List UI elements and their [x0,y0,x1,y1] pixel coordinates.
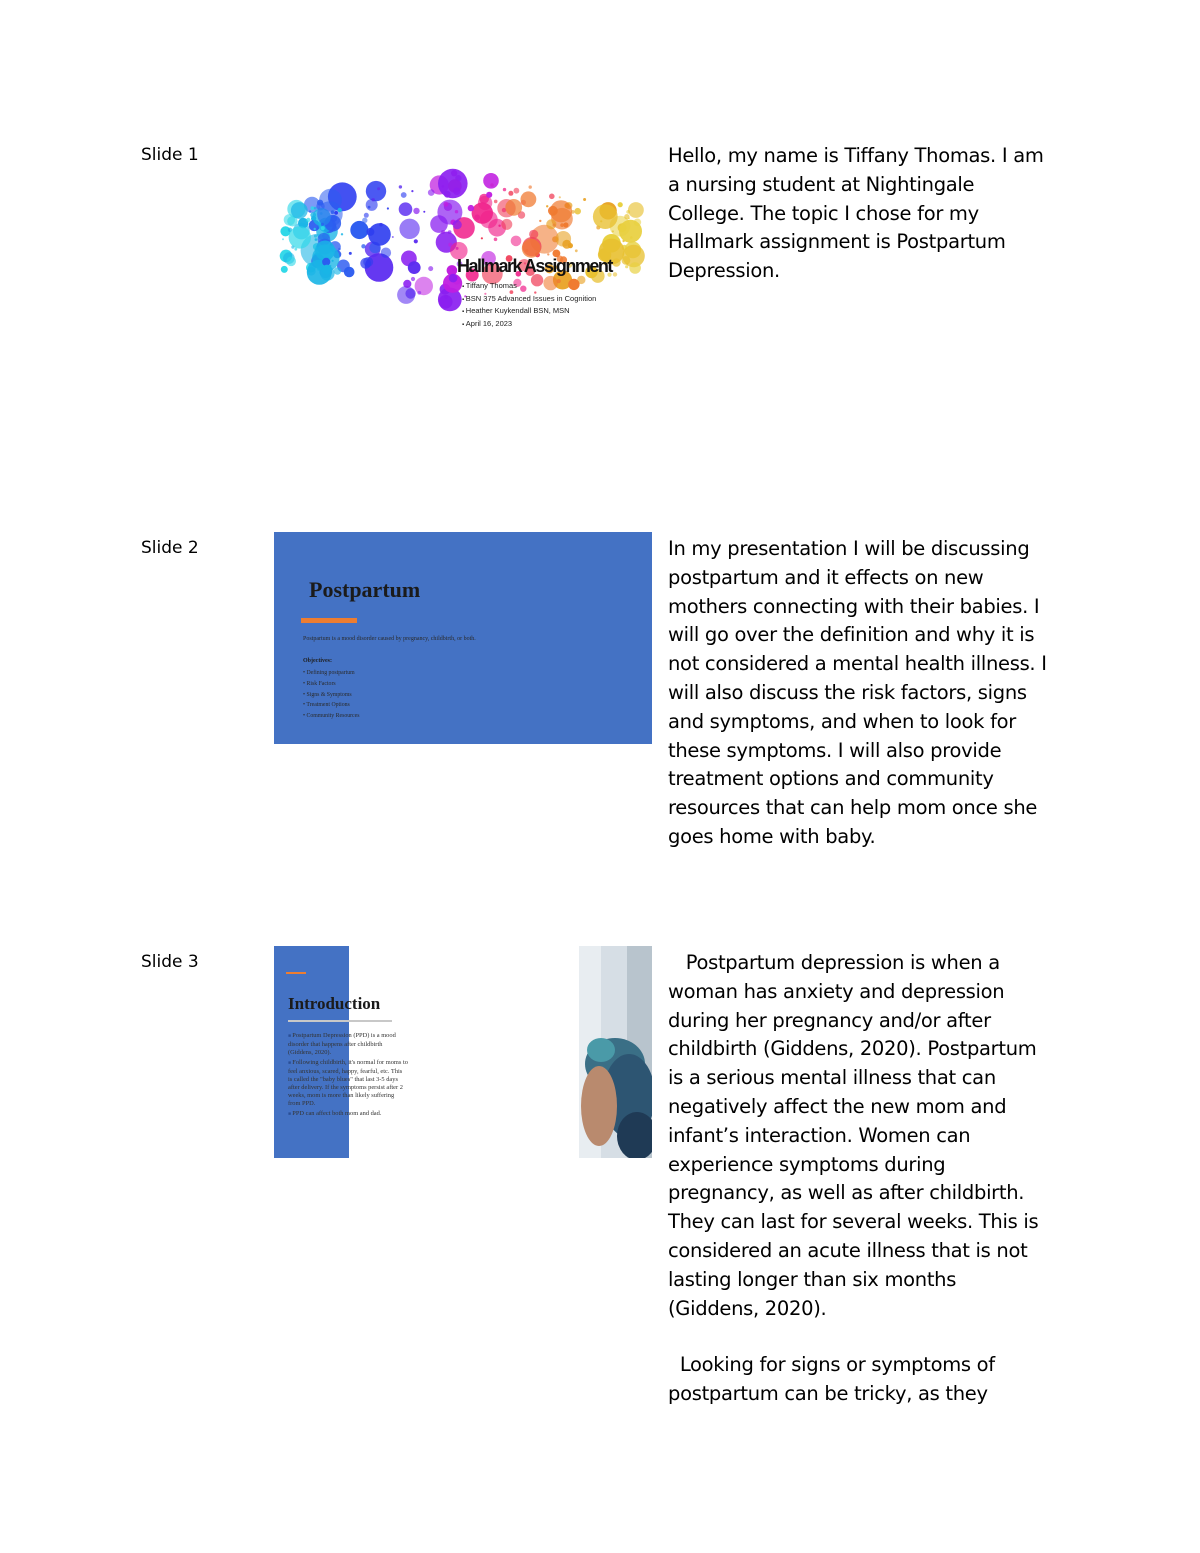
list-item: ■ Postpartum Depression (PPD) is a mood disorder that happens after childbirth (Giddens, 2020). [288,1032,408,1057]
slide-2-label: Slide 2 [141,538,199,558]
splash-dot [634,219,642,227]
splash-dot [549,194,555,200]
splash-dot [559,196,561,198]
splash-dot [294,248,297,251]
splash-dot [363,257,373,267]
slide-2-thumbnail[interactable] [274,532,652,744]
splash-dot [481,237,483,239]
splash-dot [453,220,462,229]
splash-dot [498,225,500,227]
splash-dot [452,269,454,271]
splash-dot [366,181,386,201]
splash-dot [372,198,375,201]
splash-dot [368,223,391,246]
splash-dot [282,238,284,240]
splash-dot [514,188,520,194]
splash-dot [405,288,415,298]
splash-dot [630,236,633,239]
list-item: ■ Following childbirth, it's normal for moms to feel anxious, scared, happy, fearful, etc. This is called the "baby blues" that last 3-5 days after delivery. If the symptoms persist after 2 weeks, mom is more than likely suffering from PPD. [288,1059,408,1108]
splash-dot [399,202,413,216]
splash-dot [377,187,380,190]
slide-1-thumbnail[interactable] [273,140,653,350]
splash-dot [480,211,498,229]
splash-dot [583,198,586,201]
splash-dot [529,185,532,188]
splash-dot [349,252,352,255]
splash-dot [560,223,564,227]
splash-dot [428,266,433,271]
slide-3-title: Introduction [288,994,381,1013]
slide-3-accent-rule [286,972,306,974]
splash-dot [350,221,368,239]
splash-dot [306,218,310,222]
splash-dot [613,272,617,276]
splash-dot [486,192,492,198]
splash-dot [618,202,623,207]
splash-dot [314,228,316,230]
splash-dot [309,210,311,212]
splash-dot [414,239,418,243]
splash-dot [556,231,572,247]
list-item: • Risk Factors [303,679,359,690]
splash-dot [468,205,474,211]
splash-dot [494,200,498,204]
splash-dot [539,220,541,222]
slide-3-label: Slide 3 [141,952,199,972]
slide-1-instructor: ▪ Heather Kuykendall BSN, MSN [462,306,570,315]
splash-dot [629,262,641,274]
splash-dot [286,257,296,267]
slide-1-date: ▪ April 16, 2023 [462,319,512,328]
slide-2-title: Postpartum [309,577,421,602]
splash-dot [626,263,628,265]
splash-dot [423,211,425,213]
splash-dot [320,266,334,280]
splash-dot [399,185,402,188]
splash-dot [403,280,411,288]
splash-dot [624,214,629,219]
splash-dot [546,205,548,207]
slide-1-label: Slide 1 [141,145,199,165]
slide-2-accent-rule [301,618,357,623]
splash-dot [494,238,498,242]
splash-dot [543,276,557,290]
splash-dot [289,226,311,248]
slide-2-objectives-list [303,668,359,722]
splash-dot [408,261,421,274]
splash-dot [521,191,537,207]
list-item: • Defining postpartum [303,668,359,679]
splash-dot [628,202,644,218]
splash-dot [574,208,581,215]
slide-1-notes: Hello, my name is Tiffany Thomas. I am a nursing student at Nightingale College. The topic I chose for my Hallmark assignment is Postpartum Depression. [668,144,1050,283]
slide-3-bullets [288,1032,408,1121]
list-item: ■ PPD can affect both mom and dad. [288,1110,408,1119]
splash-dot [593,204,618,229]
splash-dot [362,218,367,223]
splash-dot [511,236,522,247]
splash-dot [334,211,338,215]
splash-dot [331,210,335,214]
slide-3-divider [288,1020,392,1022]
splash-dot [399,219,419,239]
splash-dot [522,239,541,258]
splash-dot [428,189,435,196]
splash-dot [334,267,341,274]
splash-dot [314,207,317,210]
slide-3-thumbnail[interactable] [274,946,652,1158]
slide-2-definition: Postpartum is a mood disorder caused by pregnancy, childbirth, or both. [303,636,476,642]
splash-dot [364,213,369,218]
list-item: • Treatment Options [303,700,359,711]
splash-dot [444,295,448,299]
splash-dot [501,219,512,230]
splash-dot [341,233,343,235]
splash-dot [411,277,415,281]
splash-dot [338,208,342,212]
splash-dot [448,230,452,234]
splash-dot [317,201,343,227]
splash-dot [344,267,355,278]
splash-dot [455,210,458,213]
splash-dot [392,236,394,238]
splash-dot [612,230,614,232]
splash-dot [483,173,499,189]
slide-2-notes: In my presentation I will be discussing postpartum and it effects on new mothers connecting with their babies. I will go over the definition and why it is not considered a mental health illness. I will also discuss the risk factors, signs and symptoms, and when to look for these symptoms. I will also provide treatment options and community resources that can help mom once she goes home with baby. [668,537,1053,848]
slide-1-title: Hallmark Assignment [457,256,612,276]
splash-dot [438,169,468,199]
splash-dot [321,223,324,226]
splash-dot [575,249,578,252]
splash-dot [411,190,413,192]
slide-2-objectives-heading: Objectives: [303,658,332,664]
splash-dot [381,248,391,258]
splash-dot [557,279,561,283]
splash-dot [387,207,389,209]
slide-1-course: ▪ BSN 375 Advanced Issues in Cognition [462,294,596,303]
splash-dot [505,199,522,216]
splash-dot [281,266,288,273]
splash-dot [401,192,407,198]
slide-1-author: ▪ Tiffany Thomas [462,281,517,290]
list-item: • Community Resources [303,711,359,722]
splash-dot [311,206,315,210]
splash-dot [529,230,538,239]
mother-baby-photo [579,946,652,1158]
splash-dot [520,286,526,292]
splash-dot [413,208,419,214]
splash-dot [291,202,308,219]
splash-dot [508,191,513,196]
splash-dot [338,248,341,251]
splash-dot [415,277,433,295]
splash-dot [550,200,572,222]
splash-dot [503,188,506,191]
splash-dot [321,226,325,230]
list-item: • Signs & Symptoms [303,690,359,701]
splash-dot [417,291,421,295]
slide-3-notes-paragraph-2: Looking for signs or symptoms of postpartum can be tricky, as they [668,1353,1001,1405]
slide-3-notes-paragraph-1: Postpartum depression is when a woman has anxiety and depression during her pregnancy and/or after childbirth (Giddens, 2020). Postpartum is a serious mental illness that can negatively affect the new mom and infant’s interaction. Women can experience symptoms during pregnancy, as well as after childbirth. They can last for several weeks. This is considered an acute illness that is not lasting longer than six months (Giddens, 2020). [668,951,1045,1320]
splash-dot [568,279,579,290]
splash-dot [443,202,448,207]
splash-dot [546,219,556,229]
